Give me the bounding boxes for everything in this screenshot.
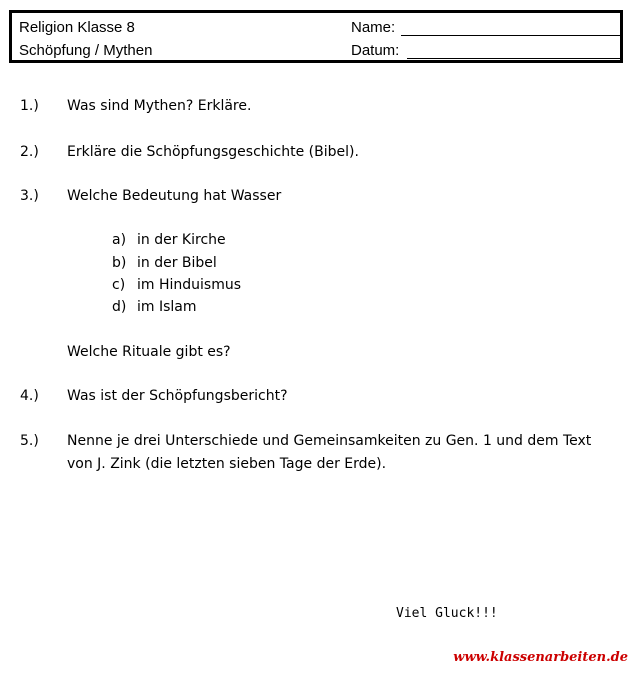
question-number: 5.): [20, 433, 39, 449]
question-text: von J. Zink (die letzten sieben Tage der Erde).: [67, 456, 387, 472]
question-number: 3.): [20, 188, 39, 204]
name-label: Name:: [351, 19, 396, 36]
date-label: Datum:: [351, 42, 400, 59]
sub-item-letter: d): [112, 299, 127, 315]
question-text: Welche Bedeutung hat Wasser: [67, 188, 282, 204]
question-number: 4.): [20, 388, 39, 404]
sub-item-text: im Islam: [137, 299, 197, 315]
sub-item-text: im Hinduismus: [137, 277, 242, 293]
topic-label: Schöpfung / Mythen: [19, 42, 153, 59]
sub-item-letter: a): [112, 232, 127, 248]
question-text: Was ist der Schöpfungsbericht?: [67, 388, 288, 404]
sub-item-text: in der Kirche: [137, 232, 226, 248]
subject-label: Religion Klasse 8: [19, 19, 135, 36]
question-text: Nenne je drei Unterschiede und Gemeinsamkeiten zu Gen. 1 und dem Text: [67, 433, 592, 449]
sub-item-letter: c): [112, 277, 126, 293]
sub-item-text: in der Bibel: [137, 255, 217, 271]
closing-greeting: Viel Gluck!!!: [396, 606, 498, 621]
question-number: 2.): [20, 144, 39, 160]
question-text: Erkläre die Schöpfungsgeschichte (Bibel).: [67, 144, 359, 160]
question-text: Was sind Mythen? Erkläre.: [67, 98, 252, 114]
question-number: 1.): [20, 98, 39, 114]
question-text: Welche Rituale gibt es?: [67, 344, 231, 360]
date-line: [407, 58, 623, 59]
name-line: [401, 35, 623, 36]
header-box: [9, 10, 623, 63]
sub-item-letter: b): [112, 255, 127, 271]
watermark-link[interactable]: www.klassenarbeiten.de: [453, 650, 628, 665]
